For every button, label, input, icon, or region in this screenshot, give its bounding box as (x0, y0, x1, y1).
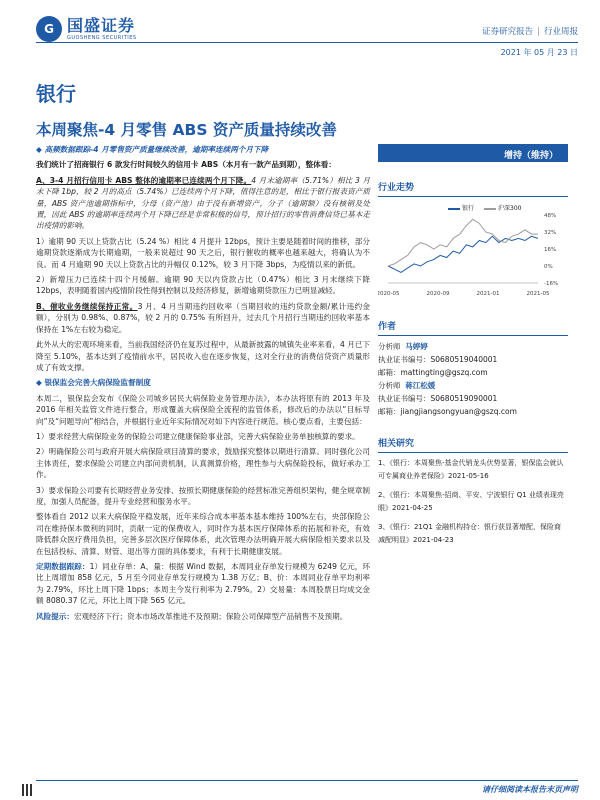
logo-cn: 国盛证券 (67, 16, 136, 35)
trend-title: 行业走势 (378, 180, 568, 197)
y-tick-label: 32% (544, 230, 557, 236)
footer-divider (36, 780, 578, 781)
bullet-1: ◆ 高频数据跟踪-4 月零售资产质量继续改善，逾期率连续两个月下降 (36, 145, 269, 154)
bullet-2: ◆ 银保监会完善大病保险监督制度 (36, 378, 151, 388)
risk-note (36, 611, 370, 622)
report-type: 证券研究报告 | 行业周报 (482, 27, 578, 37)
para-b-text: 3 月、4 月当期违约回收率（当期回收的违约贷款金额/累计违约金额），分别为 0.98%、0.87%，较 2 月的 0.75% 有所回升，过去几个月招行当期违约回收率基本保持在 1%左右较为稳定。 (36, 301, 370, 334)
company-logo (36, 16, 137, 42)
y-tick-label: 48% (544, 213, 557, 219)
para-2: 2）新增压力已连续十四个月缓解。逾期 90 天以内贷款占比（0.47%）相比 3 月末继续下降 12bps，表明随着国内疫情阶段性得到控制以及经济修复，新增逾期贷款压力已明显减轻。 (36, 275, 370, 296)
para-e3: 3）要求保险公司要有长期经营业务安排、按照长期健康保险的经营标准完善组织架构，健全规章制度，加强人员配备，提升专业经营和服务水平。 (36, 485, 370, 506)
report-date: 2021 年 05 月 23 日 (500, 48, 578, 57)
logo-en: GUOSHENG SECURITIES (67, 35, 137, 41)
y-tick-label: -16% (544, 281, 559, 287)
analyst-1-cert: 执业证书编号：S0680519040001 (378, 355, 498, 364)
related-list (378, 457, 568, 547)
report-type-label: 证券研究报告 (482, 27, 534, 37)
para-g (36, 561, 370, 607)
y-tick-label: 0% (544, 264, 553, 270)
para-c: 此外从大的宏观环境来看，当前我国经济仍在复苏过程中，从最新披露的城镇失业率来看，4 月已下降至 5.10%，基本达到了疫情前水平，居民收入也在逐步恢复，这对全行业的消费信贷资产质量形成了有效支撑。 (36, 340, 370, 372)
related-title: 相关研究 (378, 436, 568, 453)
legend-hs300: 沪深300 (484, 203, 521, 212)
para-b (36, 301, 370, 335)
author-block (378, 340, 568, 418)
analyst-2-cert: 执业证书编号：S0680519090001 (378, 394, 498, 403)
trend-chart-svg (378, 201, 568, 301)
bullet-2-head: 银保监会完善大病保险监督制度 (44, 378, 151, 388)
report-sub-label: 行业周报 (543, 27, 578, 37)
risk-label: 风险提示： (36, 611, 74, 621)
y-tick-label: 16% (544, 247, 557, 253)
para-b-label: B、催收业务继续保持正常。 (36, 301, 138, 311)
para-e2: 2）明确保险公司与政府开展大病保险项目清算的要求，鼓励探究整体以期进行清算。同时强化公司主体责任，要求保险公司建立内部问责机制，认真测算价格，理性参与大病保险投标，做好承办工作。 (36, 447, 370, 480)
logo-mark-icon: G (36, 16, 62, 42)
para-1: 1）逾期 90 天以上贷款占比（5.24 %）相比 4 月提升 12bps，预计主要是随着时间的推移，部分逾期贷款逐渐成为长期逾期，一般来说超过 90 天之后，银行催收的概率也越来越大，将确认为不良。而 4 月逾期 90 天以上贷款占比的升幅仅 0.12%，较 3 月下降 3bps，为疫情以来的新低。 (36, 236, 370, 269)
para-d: 本周二，银保监会发布《保险公司城乡居民大病保险业务管理办法》，本办法将原有的 2013 年及 2016 年相关监管文件进行整合，形成覆盖大病保险全流程的监管体系，修改后的办法以“目标导向”及“问题导向”相结合，并根据行业近年实际情况对如下内容进行规范。核心要点看，主要包括： (36, 393, 370, 426)
report-title: 本周聚焦-4 月零售 ABS 资产质量持续改善 (36, 121, 337, 139)
x-tick-label: 2020-09 (426, 291, 450, 297)
footer-disclaimer: 请仔细阅读本报告末页声明 (482, 785, 578, 794)
analyst-1-email[interactable]: 邮箱：mattingting@gszq.com (378, 368, 488, 377)
sidebar (378, 144, 568, 553)
x-tick-label: 2020-05 (378, 291, 400, 297)
header-divider (36, 42, 578, 43)
legend-bank: 银行 (448, 203, 474, 212)
author-title: 作者 (378, 319, 568, 336)
para-g-label: 定期数据跟踪： (36, 562, 90, 571)
risk-text: 宏观经济下行；资本市场改革推进不及预期；保险公司保障型产品销售不及预期。 (73, 611, 348, 621)
analyst-1: 分析师 马婷婷 (378, 342, 428, 351)
related-item[interactable]: 2、《银行：本周聚焦-招商、平安、宁波银行 Q1 业绩表现亮眼》2021-04-25 (378, 491, 564, 512)
para-a-label: A、3-4 月招行信用卡 ABS 整体的逾期率已连续两个月下降。 (36, 175, 252, 185)
related-item[interactable]: 3、《银行：21Q1 金融机构持仓：银行获显著增配，保险商减配明显》2021-04-23 (378, 523, 562, 544)
para-a-text: 4 月末逾期率（5.71%）相比 3 月末下降 1bp，较 2 月的高点（5.74%）已连续两个月下降，值得注意的是，相比于银行报表资产质量，ABS 资产池逾期指标中，分母（资产池）由于没有新增资产，分子（逾期额）没有核销及处置，因此 ABS 的逾期率连续两个月下降已经是非常积极的信号，预计招行的零售消费信贷已基本走出疫情的影响。 (36, 175, 370, 231)
series-line-hs300 (388, 219, 538, 266)
para-g-text: 1）同业存单：A、量：根据 Wind 数据，本周同业存单发行规模为 6249 亿元，环比上周增加 858 亿元，5 月至今同业存单发行规模为 1.38 万亿；B、价：本周同业存单平均利率为 2.79%，环比上周下降 1bps；本周主今发行利率为 2.79%。2）交易量：本周股票日均成交金额 8080.37 亿元，环比上周下降 565 亿元。 (36, 562, 370, 606)
sector-title: 银行 (36, 82, 76, 106)
trend-chart (378, 201, 568, 301)
intro: 我们统计了招商银行 6 款发行时间较久的信用卡 ABS（本月有一款产品到期），整体看： (36, 160, 336, 170)
bullet-1-head: 高频数据跟踪-4 月零售资产质量继续改善，逾期率连续两个月下降 (44, 145, 269, 154)
x-tick-label: 2021-01 (476, 291, 500, 297)
main-content (36, 144, 370, 626)
rating-badge: 增持（维持） (378, 144, 568, 162)
analyst-1-name: 马婷婷 (405, 342, 428, 351)
x-tick-label: 2021-05 (526, 291, 550, 297)
analyst-2-email[interactable]: 邮箱：jiangjiangsongyuan@gszq.com (378, 407, 517, 416)
qr-code-icon (22, 784, 34, 796)
para-e1: 1）要求经营大病保险业务的保险公司建立健康保险事业部，完善大病保险业务单独核算的要求。 (36, 431, 360, 441)
chart-legend (448, 203, 521, 212)
analyst-2-name: 蒋江松媛 (405, 381, 436, 390)
related-item[interactable]: 1、《银行：本周聚焦-基金代销龙头伏势显著，银保监会就认可专属商业养老保险》2021-05-16 (378, 459, 564, 480)
series-line-bank (388, 236, 538, 272)
para-a (36, 175, 370, 232)
para-f: 整体看自 2012 以来大病保险平稳发展，近年来综合成本率基本基本维持 100%左右，央部保险公司在维持保本微利的同时，贡献一定的保费收入，同时作为基本医疗保障体系的拓展和补充，有效降低群众医疗费用负担，完善多层次医疗保障体系，此次管理办法明确开展大病保险相关要求以及在包括投标、清算、财管、退出等方面的具体要求，有利于长期健康发展。 (36, 512, 370, 556)
analyst-2: 分析师 蒋江松媛 (378, 381, 436, 390)
